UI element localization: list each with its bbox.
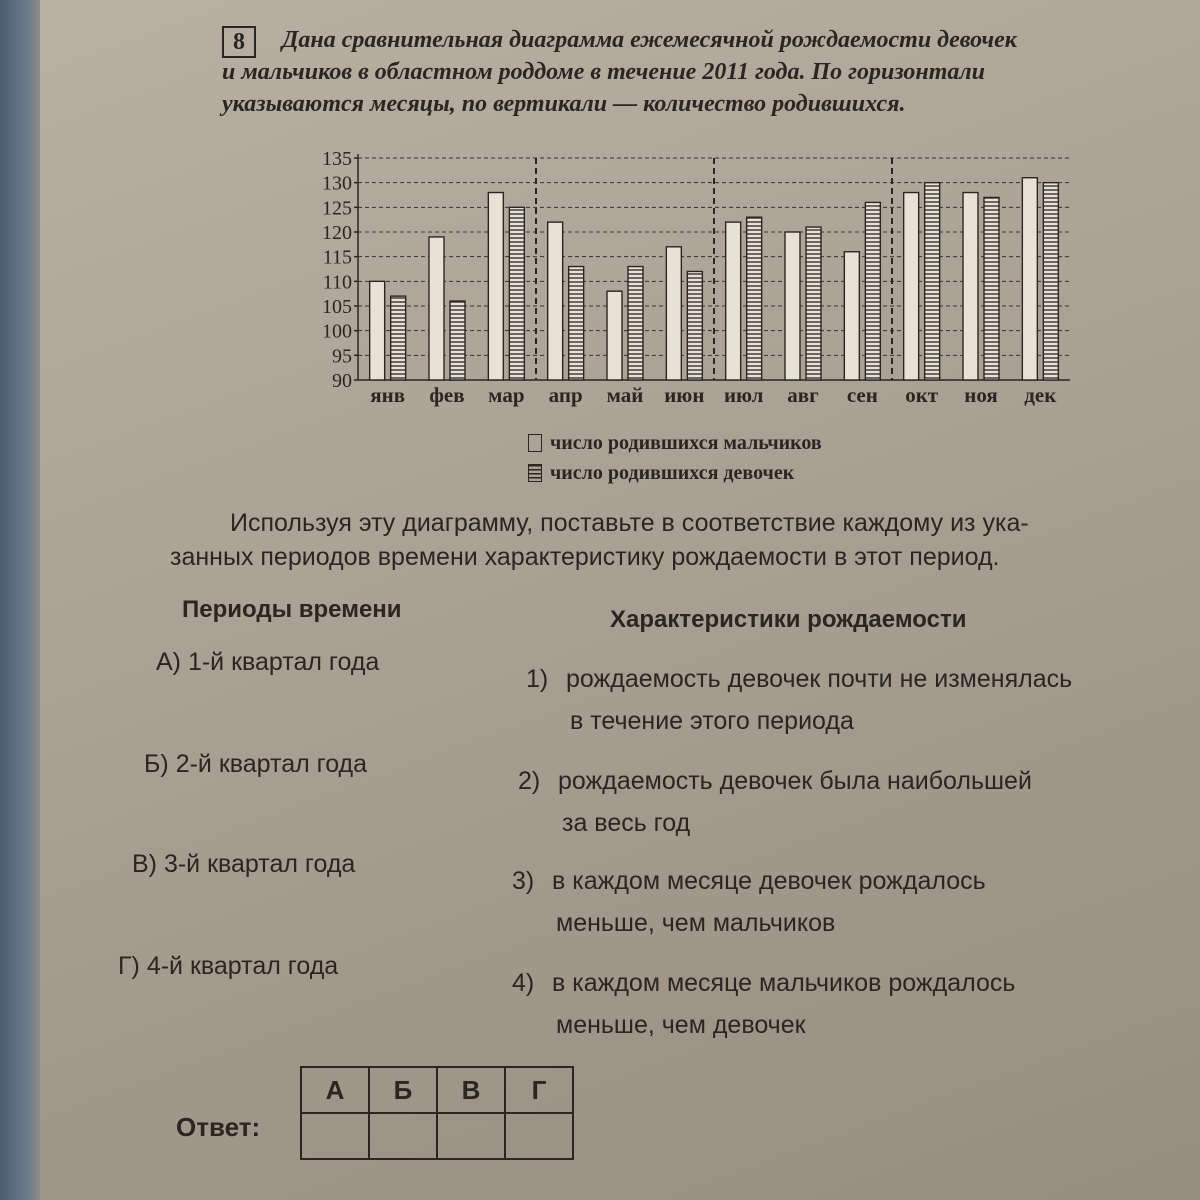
bar-boys-авг <box>785 232 800 380</box>
intro-line-2: и мальчиков в областном роддоме в течение 2011 года. По горизонтали <box>222 59 986 85</box>
x-tick-label: фев <box>429 383 465 407</box>
periods-header: Периоды времени <box>182 596 402 623</box>
answer-cell-v[interactable] <box>437 1113 505 1159</box>
legend-label-boys: число родившихся мальчиков <box>550 431 822 454</box>
period-text: 4-й квартал года <box>146 952 339 980</box>
bar-boys-июн <box>666 247 681 380</box>
x-tick-label: сен <box>846 383 878 407</box>
bar-girls-июл <box>747 217 762 380</box>
y-tick-label: 100 <box>322 320 352 343</box>
period-letter: А) <box>156 648 181 676</box>
characteristic-3 <box>512 860 1152 944</box>
period-text: 1-й квартал года <box>187 648 380 676</box>
bar-boys-окт <box>904 193 919 380</box>
characteristic-line-2: меньше, чем девочек <box>556 1011 806 1039</box>
characteristic-number: 4) <box>512 969 535 997</box>
bar-girls-апр <box>569 267 584 380</box>
y-tick-label: 110 <box>322 271 352 294</box>
x-tick-label: авг <box>787 383 819 407</box>
characteristic-line-1: в каждом месяце девочек рождалось <box>552 867 986 895</box>
intro-line-1: Дана сравнительная диаграмма ежемесячной рождаемости девочек <box>282 27 1017 53</box>
answer-label: Ответ: <box>176 1112 261 1142</box>
x-tick-label: окт <box>905 383 939 407</box>
period-b <box>144 750 367 779</box>
y-tick-label: 135 <box>322 148 352 170</box>
characteristic-line-2: в течение этого периода <box>570 707 854 735</box>
x-tick-label: июн <box>664 383 705 407</box>
x-tick-label: май <box>606 383 644 407</box>
x-tick-label: дек <box>1024 383 1057 407</box>
characteristic-1 <box>526 658 1166 742</box>
period-letter: Г) <box>118 952 140 980</box>
bar-girls-окт <box>925 183 940 380</box>
characteristic-number: 1) <box>526 665 549 693</box>
legend-item-boys <box>528 428 822 458</box>
period-g <box>118 952 338 981</box>
y-tick-label: 120 <box>322 222 352 244</box>
bar-boys-янв <box>370 281 385 380</box>
bar-girls-мар <box>509 207 524 380</box>
y-tick-label: 105 <box>322 296 352 318</box>
answer-cell-b[interactable] <box>369 1113 437 1159</box>
x-tick-label: июл <box>723 383 764 407</box>
bar-boys-ноя <box>963 193 978 380</box>
bar-boys-июл <box>726 222 741 380</box>
bar-girls-дек <box>1043 183 1058 380</box>
bar-girls-фев <box>450 301 465 380</box>
answer-col-b: Б <box>369 1067 437 1113</box>
bar-boys-мар <box>488 193 503 380</box>
period-a <box>156 648 379 677</box>
answer-col-a: А <box>301 1067 369 1113</box>
intro-line-3: указываются месяцы, по вертикали — количество родившихся. <box>222 91 906 117</box>
period-letter: В) <box>132 850 157 878</box>
bar-boys-май <box>607 291 622 380</box>
legend-item-girls <box>528 458 822 488</box>
bar-girls-июн <box>687 271 702 380</box>
legend-swatch-girls <box>528 464 542 482</box>
bar-boys-сен <box>844 252 859 380</box>
y-tick-label: 125 <box>322 197 352 220</box>
x-tick-label: ноя <box>964 383 998 407</box>
characteristic-line-2: за весь год <box>562 809 691 837</box>
x-tick-label: мар <box>488 383 525 407</box>
y-tick-label: 90 <box>332 370 352 392</box>
task-number: 8 <box>222 26 256 58</box>
task-intro <box>222 24 1162 120</box>
period-letter: Б) <box>144 750 169 778</box>
bar-girls-авг <box>806 227 821 380</box>
characteristic-4 <box>512 962 1152 1046</box>
legend-swatch-boys <box>528 434 542 452</box>
answer-col-g: Г <box>505 1067 573 1113</box>
characteristic-line-1: рождаемость девочек была наибольшей <box>558 767 1032 795</box>
bar-boys-фев <box>429 237 444 380</box>
period-text: 3-й квартал года <box>163 850 356 878</box>
period-v <box>132 850 355 879</box>
instructions-line-2: занных периодов времени характеристику рождаемости в этот период. <box>170 543 1000 571</box>
bar-boys-апр <box>548 222 563 380</box>
y-tick-label: 115 <box>322 246 352 269</box>
chart-legend <box>528 428 822 488</box>
birth-rate-chart <box>290 148 1080 418</box>
period-text: 2-й квартал года <box>175 750 368 778</box>
answer-header-row <box>301 1067 573 1113</box>
answer-cell-a[interactable] <box>301 1113 369 1159</box>
y-tick-label: 95 <box>332 345 352 368</box>
characteristic-number: 3) <box>512 867 535 895</box>
bar-girls-янв <box>391 296 406 380</box>
y-tick-label: 130 <box>322 172 352 195</box>
background-fabric <box>0 0 40 1200</box>
answer-col-v: В <box>437 1067 505 1113</box>
bar-girls-май <box>628 267 643 380</box>
answer-cell-g[interactable] <box>505 1113 573 1159</box>
bar-boys-дек <box>1022 178 1037 380</box>
characteristic-line-1: рождаемость девочек почти не изменялась <box>566 665 1073 693</box>
x-tick-label: янв <box>370 383 406 407</box>
characteristic-line-2: меньше, чем мальчиков <box>556 909 836 937</box>
bar-girls-сен <box>865 202 880 380</box>
characteristics-header: Характеристики рождаемости <box>610 606 967 633</box>
legend-label-girls: число родившихся девочек <box>550 461 795 484</box>
bar-girls-ноя <box>984 197 999 380</box>
instructions-line-1: Используя эту диаграмму, поставьте в соответствие каждому из ука- <box>230 509 1029 537</box>
task-instructions <box>170 506 1190 574</box>
characteristic-2 <box>518 760 1158 844</box>
answer-input-row <box>301 1113 573 1159</box>
characteristic-line-1: в каждом месяце мальчиков рождалось <box>552 969 1016 997</box>
characteristic-number: 2) <box>518 767 541 795</box>
answer-table <box>300 1066 574 1160</box>
x-tick-label: апр <box>548 383 583 407</box>
